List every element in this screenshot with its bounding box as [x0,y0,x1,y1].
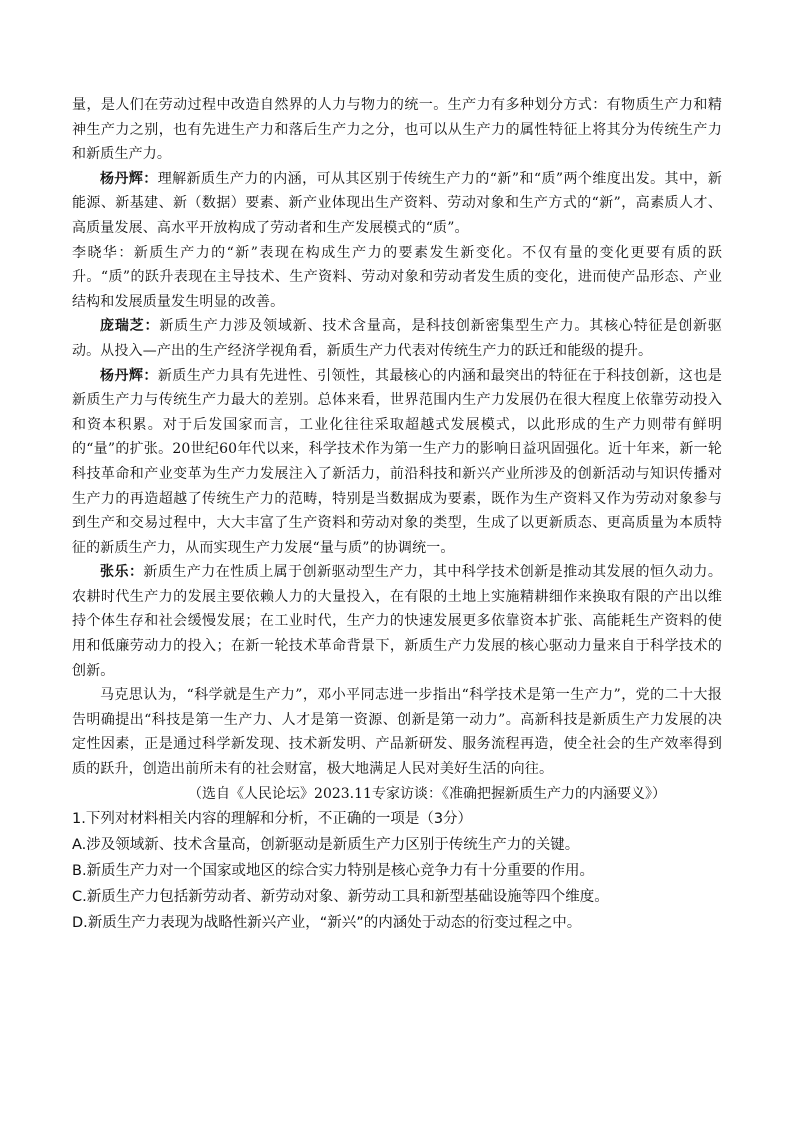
paragraph-4 [72,314,722,363]
speaker-name: 杨丹辉： [100,170,158,187]
paragraph-2 [72,167,722,241]
paragraph-1 [72,93,722,167]
paragraph-text: 李晓华：新质生产力的“新”表现在构成生产力的要素发生新变化。不仅有量的变化更要有质的跃升。“质”的跃升表现在主导技术、生产资料、劳动对象和劳动者发生质的变化，进而使产品形态、产业结构和发展质量发生明显的改善。 [72,244,722,310]
option-b: B.新质生产力对一个国家或地区的综合实力特别是核心竞争力有十分重要的作用。 [72,863,595,880]
paragraph-text: 新质生产力涉及领域新、技术含量高，是科技创新密集型生产力。其核心特征是创新驱动。从投入—产出的生产经济学视角看，新质生产力代表对传统生产力的跃迁和能级的提升。 [72,318,722,359]
speaker-name: 庞瑞芝： [100,318,160,335]
paragraph-5 [72,364,722,561]
option-a: A.涉及领域新、技术含量高，创新驱动是新质生产力区别于传统生产力的关键。 [72,837,580,854]
paragraph-7 [72,683,722,781]
option-c: C.新质生产力包括新劳动者、新劳动对象、新劳动工具和新型基础设施等四个维度。 [72,889,609,906]
question-block [72,806,722,936]
paragraph-text: 新质生产力具有先进性、引领性，其最核心的内涵和最突出的特征在于科技创新，这也是新质生产力与传统生产力最大的差别。总体来看，世界范围内生产力发展仍在很大程度上依靠劳动投入和资本积累。对于后发国家而言，工业化往往采取超越式发展模式，以此形成的生产力则带有鲜明的“量”的扩张。20世纪60年代以来，科学技术作为第一生产力的影响日益巩固强化。近十年来，新一轮科技革命和产业变革为生产力发展注入了新活力，前沿科技和新兴产业所涉及的创新活动与知识传播对生产力的再造超越了传统生产力的范畴，特别是当数据成为要素，既作为生产资料又作为劳动对象参与到生产和交易过程中，大大丰富了生产资料和劳动对象的类型，生成了以更新质态、更高质量为本质特征的新质生产力，从而实现生产力发展“量与质”的协调统一。 [72,367,722,556]
speaker-name: 杨丹辉： [100,367,158,384]
paragraph-3 [72,241,722,315]
paragraph-6 [72,560,722,683]
paragraph-text: 新质生产力在性质上属于创新驱动型生产力，其中科学技术创新是推动其发展的恒久动力。农耕时代生产力的发展主要依赖人力的大量投入，在有限的土地上实施精耕细作来换取有限的产出以维持个体生存和社会缓慢发展；在工业时代，生产力的快速发展更多依靠资本扩张、高能耗生产资料的使用和低廉劳动力的投入；在新一轮技术革命背景下，新质生产力发展的核心驱动力量来自于科学技术的创新。 [72,564,722,679]
paragraph-text: 量，是人们在劳动过程中改造自然界的人力与物力的统一。生产力有多种划分方式：有物质生产力和精神生产力之别，也有先进生产力和落后生产力之分，也可以从生产力的属性特征上将其分为传统生产力和新质生产力。 [72,97,722,163]
paragraph-text: 马克思认为，“科学就是生产力”，邓小平同志进一步指出“科学技术是第一生产力”，党的二十大报告明确提出“科技是第一生产力、人才是第一资源、创新是第一动力”。高新科技是新质生产力发展的决定性因素，正是通过科学新发现、技术新发明、产品新研发、服务流程再造，使全社会的生产效率得到质的跃升，创造出前所未有的社会财富，极大地满足人民对美好生活的向往。 [72,687,722,778]
option-d: D.新质生产力表现为战略性新兴产业，“新兴”的内涵处于动态的衍变过程之中。 [72,915,582,932]
question-stem: 1.下列对材料相关内容的理解和分析，不正确的一项是（3分） [72,811,473,828]
paragraph-text: 理解新质生产力的内涵，可从其区别于传统生产力的“新”和“质”两个维度出发。其中，新能源、新基建、新（数据）要素、新产业体现出生产资料、劳动对象和生产方式的“新”，高素质人才、高质量发展、高水平开放构成了劳动者和生产发展模式的“质”。 [72,170,722,236]
source-citation: （选自《人民论坛》2023.11专家访谈：《准确把握新质生产力的内涵要义》） [188,785,666,802]
document-page [72,93,722,936]
speaker-name: 张乐： [100,564,144,581]
